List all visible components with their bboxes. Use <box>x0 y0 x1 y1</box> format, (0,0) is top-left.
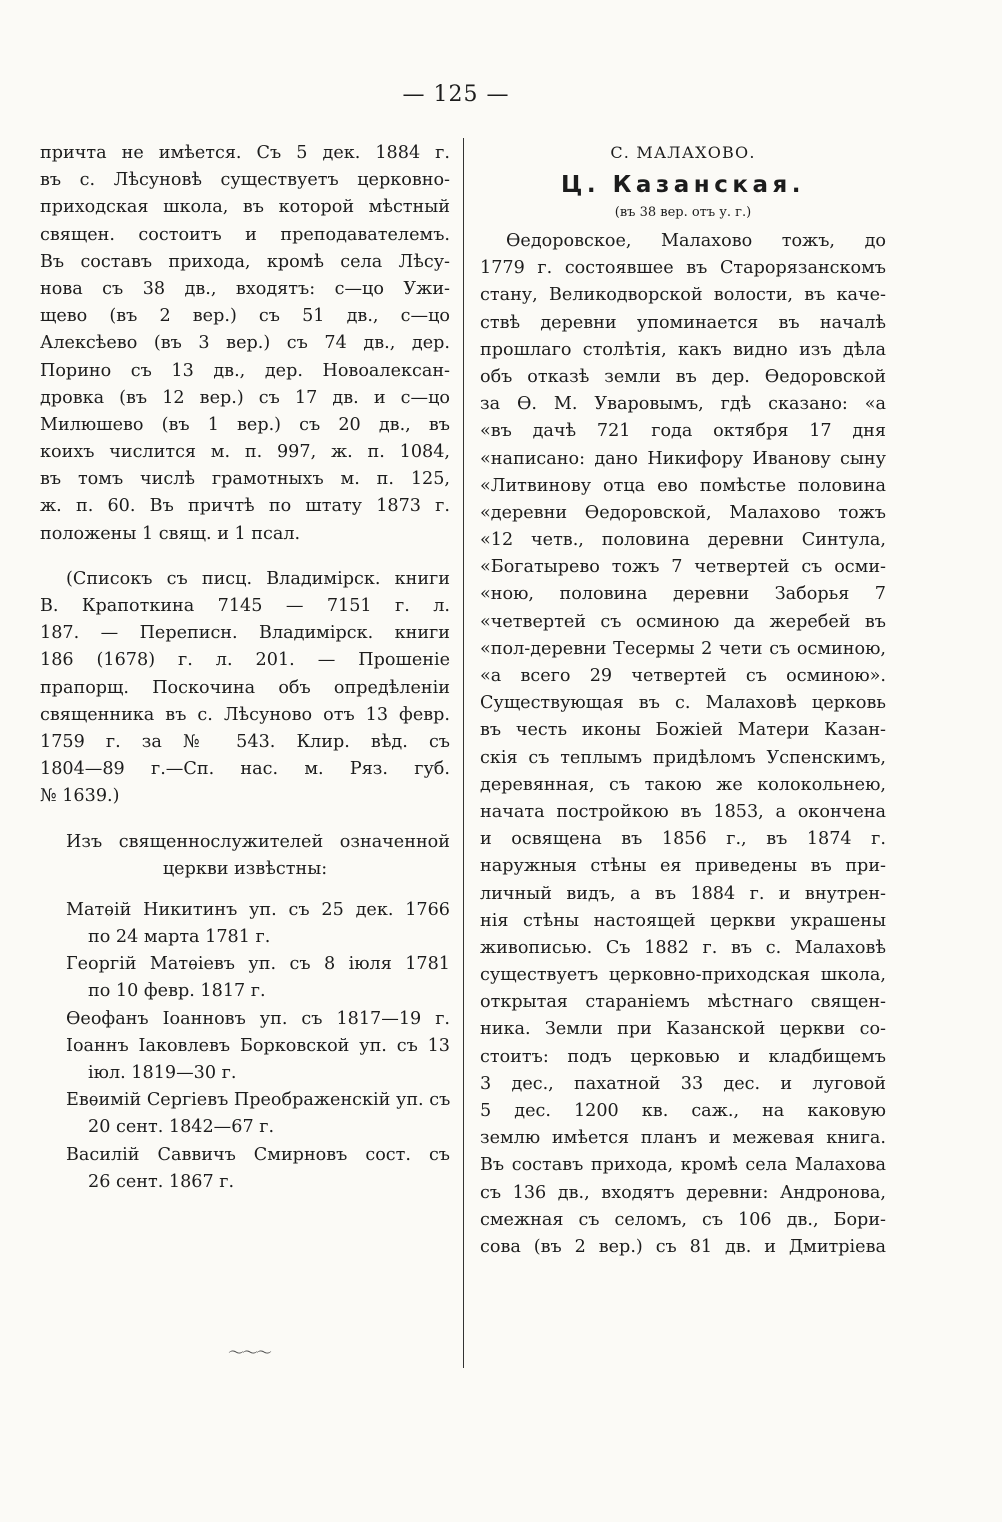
text-line: священника въ с. Лѣсуново отъ 13 февр. <box>40 704 450 725</box>
text-line: 1759 г. за № 543. Клир. вѣд. съ <box>40 731 450 752</box>
distance-note: (въ 38 вер. отъ у. г.) <box>614 205 752 220</box>
text-line: Порино съ 13 дв., дер. Новоалексан- <box>40 360 450 381</box>
list-item: Евѳимій Сергіевъ Преображенскій уп. съ <box>66 1090 450 1111</box>
text-line: «Литвинову отца ево помѣстье половина <box>480 475 886 496</box>
church-description <box>480 228 886 1261</box>
text-line: «написано: дано Никифору Иванову сыну <box>480 448 886 469</box>
text-line: сова (въ 2 вер.) съ 81 дв. и Дмитріева <box>480 1236 886 1257</box>
list-item: Георгій Матѳіевъ уп. съ 8 іюля 1781 <box>66 954 450 975</box>
left-column <box>40 140 450 1196</box>
text-line: существуетъ церковно-приходская школа, <box>480 965 886 986</box>
text-line: «четвертей съ осминою да жеребей въ <box>480 611 886 632</box>
text-line: «а всего 29 четвертей съ осминою». <box>480 666 886 686</box>
village-heading: С. МАЛАХОВО. <box>610 143 756 162</box>
text-line: 1804—89 г.—Сп. нас. м. Ряз. губ. <box>40 759 450 780</box>
text-line: ствѣ деревни упоминается въ началѣ <box>480 312 886 333</box>
text-line: Изъ священнослужителей означенной <box>66 831 450 852</box>
text-line: щево (въ 2 вер.) съ 51 дв., с—цо <box>40 306 450 327</box>
page-number: — 125 — <box>402 82 510 107</box>
list-item: 26 сент. 1867 г. <box>88 1171 235 1192</box>
sources-paragraph <box>40 566 450 811</box>
text-line: прошлаго столѣтія, какъ видно изъ дѣла <box>480 339 886 360</box>
text-line: смежная съ селомъ, съ 106 дв., Бори- <box>480 1209 886 1230</box>
text-line: ника. Земли при Казанской церкви со- <box>480 1019 886 1040</box>
text-line: и освящена въ 1856 г., въ 1874 г. <box>480 829 886 850</box>
text-line: Въ составъ прихода, кромѣ села Лѣсу- <box>40 251 450 272</box>
text-line: (Списокъ съ писц. Владимірск. книги <box>66 568 450 589</box>
clergy-heading <box>40 829 450 883</box>
text-line: «ною, половина деревни Заборья 7 <box>480 584 886 605</box>
text-line: начата постройкою въ 1853, а окончена <box>480 801 886 822</box>
clergy-list <box>40 897 450 1196</box>
text-line: 1779 г. состоявшее въ Старорязанскомъ <box>480 258 886 279</box>
text-line: прапорщ. Поскочина объ опредѣленіи <box>40 677 450 698</box>
text-line: причта не имѣется. Съ 5 дек. 1884 г. <box>40 143 450 163</box>
text-line: церкви извѣстны: <box>162 858 328 879</box>
text-line: въ с. Лѣсуновѣ существуетъ церковно- <box>40 170 450 191</box>
parish-description-paragraph <box>40 140 450 548</box>
text-line: «12 четв., половина деревни Синтула, <box>480 530 886 551</box>
list-item: Ѳеофанъ Іоанновъ уп. съ 1817—19 г. <box>66 1008 450 1029</box>
text-line: наружныя стѣны ея приведены въ при- <box>480 856 886 877</box>
list-item: іюл. 1819—30 г. <box>88 1063 237 1083</box>
text-line: деревянная, съ такою же колокольнею, <box>480 774 886 795</box>
text-line: № 1639.) <box>40 786 120 807</box>
column-divider <box>463 138 464 1368</box>
text-line: Существующая въ с. Малаховѣ церковь <box>480 693 886 714</box>
list-item: Василій Саввичъ Смирновъ сост. съ <box>66 1144 450 1165</box>
text-line: 186 (1678) г. л. 201. — Прошеніе <box>40 650 450 671</box>
text-line: въ томъ числѣ грамотныхъ м. п. 125, <box>40 469 450 490</box>
list-item: 20 сент. 1842—67 г. <box>88 1117 275 1138</box>
text-line: живописью. Съ 1882 г. въ с. Малаховѣ <box>480 937 886 958</box>
text-line: скія съ теплымъ придѣломъ Успенскимъ, <box>480 747 886 768</box>
text-line: открытая стараніемъ мѣстнаго священ- <box>480 992 886 1013</box>
text-line: 3 дес., пахатной 33 дес. и луговой <box>480 1073 886 1094</box>
text-line: В. Крапоткина 7145 — 7151 г. л. <box>40 596 450 616</box>
text-line: личный видъ, а въ 1884 г. и внутрен- <box>480 883 886 904</box>
text-line: коихъ числится м. п. 997, ж. п. 1084, <box>40 442 450 463</box>
text-line: нова съ 38 дв., входятъ: с—цо Ужи- <box>40 278 450 299</box>
text-line: приходская школа, въ которой мѣстный <box>40 197 450 218</box>
text-line: 5 дес. 1200 кв. саж., на каковую <box>480 1101 886 1121</box>
text-line: ж. п. 60. Въ причтѣ по штату 1873 г. <box>40 496 450 517</box>
list-item: по 24 марта 1781 г. <box>88 927 271 948</box>
text-line: стоитъ: подъ церковью и кладбищемъ <box>480 1046 886 1067</box>
right-column <box>480 140 886 1261</box>
text-line: за Ѳ. М. Уваровымъ, гдѣ сказано: «а <box>480 394 886 415</box>
text-line: «пол-деревни Тесермы 2 чети съ осминою, <box>480 638 886 659</box>
church-title: Ц. Казанская. <box>561 172 805 198</box>
text-line: священ. состоитъ и преподавателемъ. <box>40 224 450 245</box>
text-line: «Богатырево тожъ 7 четвертей съ осми- <box>480 557 886 578</box>
text-line: Ѳедоровское, Малахово тожъ, до <box>506 231 886 251</box>
text-line: стану, Великодворской волости, въ каче- <box>480 285 886 306</box>
text-line: Въ составъ прихода, кромѣ села Малахова <box>480 1155 886 1176</box>
text-line: «деревни Ѳедоровской, Малахово тожъ <box>480 502 886 523</box>
text-line: Алексѣево (въ 3 вер.) съ 74 дв., дер. <box>40 333 450 354</box>
text-line: дровка (въ 12 вер.) съ 17 дв. и с—цо <box>40 387 450 408</box>
text-line: «въ дачѣ 721 года октября 17 дня <box>480 421 886 442</box>
text-line: съ 136 дв., входятъ деревни: Андронова, <box>480 1182 886 1203</box>
text-line: положены 1 свящ. и 1 псал. <box>40 523 301 544</box>
text-line: нія стѣны настоящей церкви украшены <box>480 910 886 931</box>
text-line: Милюшево (въ 1 вер.) съ 20 дв., въ <box>40 414 450 435</box>
list-item: Іоаннъ Іаковлевъ Борковской уп. съ 13 <box>66 1035 450 1056</box>
list-item: по 10 февр. 1817 г. <box>88 981 266 1002</box>
text-line: объ отказѣ земли въ дер. Ѳедоровской <box>480 366 886 387</box>
text-line: въ честь иконы Божіей Матери Казан- <box>480 720 886 741</box>
text-line: землю имѣется планъ и межевая книга. <box>480 1128 886 1149</box>
ornament-divider: 〜〜〜 <box>228 1343 271 1362</box>
list-item: Матѳій Никитинъ уп. съ 25 дек. 1766 <box>66 899 450 920</box>
text-line: 187. — Переписн. Владимірск. книги <box>40 623 450 644</box>
